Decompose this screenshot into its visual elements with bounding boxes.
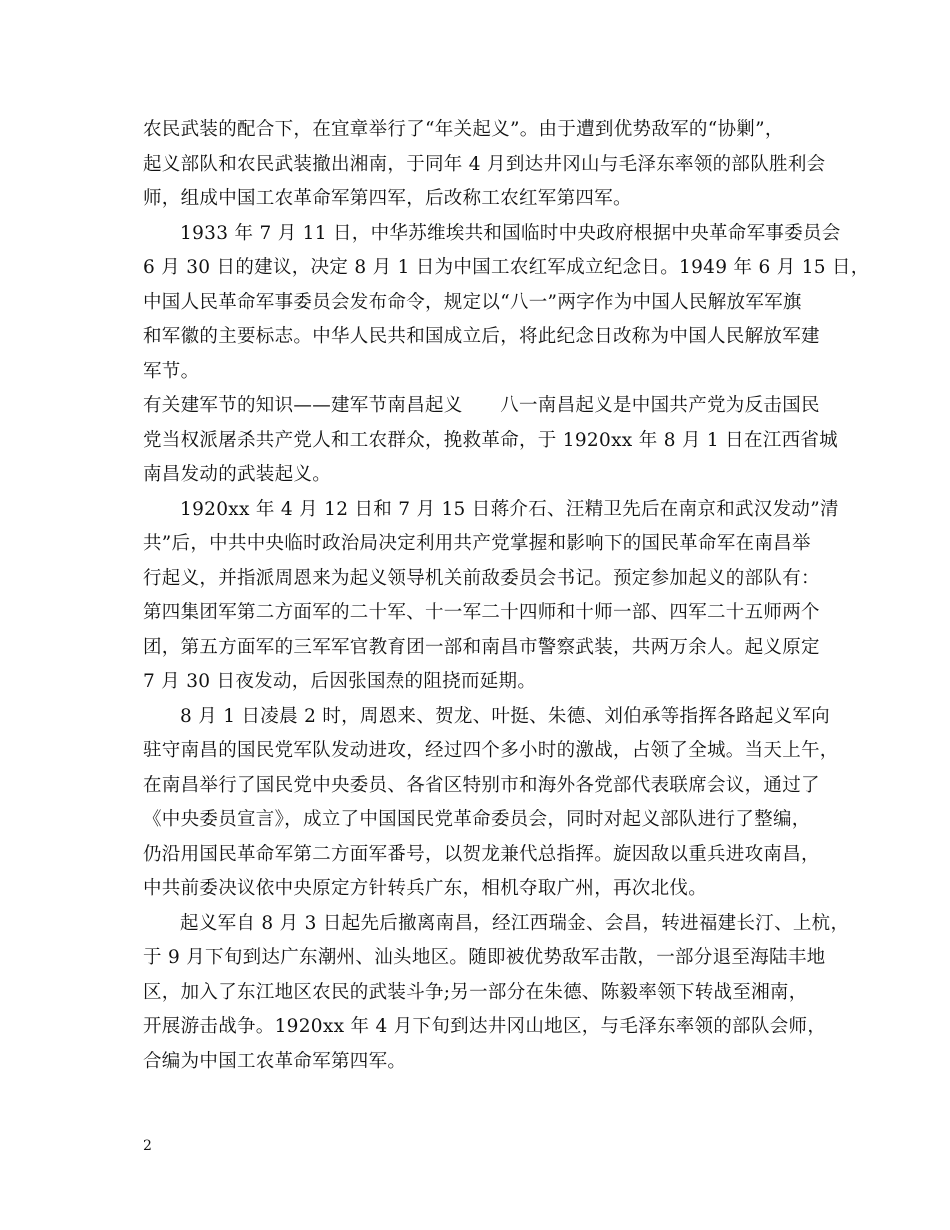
page-number: 2: [143, 1138, 152, 1154]
paragraph: [143, 389, 838, 493]
text-line: 中共前委决议依中央原定方针转兵广东，相机夺取广州，再次北伐。: [143, 878, 708, 899]
text-line: 仍沿用国民革命军第二方面军番号，以贺龙兼代总指挥。旋因敌以重兵进攻南昌，: [143, 843, 820, 865]
text-line: 农民武装的配合下，在宜章举行了“年关起义”。由于遭到优势敌军的“协剿”，: [143, 119, 784, 140]
text-line: 8 月 1 日凌晨 2 时，周恩来、贺龙、叶挺、朱德、刘伯承等指挥各路起义军向: [180, 705, 830, 727]
text-line: 《中央委员宣言》，成立了中国国民党革命委员会，同时对起义部队进行了整编，: [143, 809, 811, 830]
text-line: 在南昌举行了国民党中央委员、各省区特别市和海外各党部代表联席会议，通过了: [143, 774, 820, 796]
paragraph: [143, 217, 870, 390]
text-line: 和军徽的主要标志。中华人民共和国成立后，将此纪念日改称为中国人民解放军建: [143, 326, 820, 347]
text-line: 开展游击战争。1920xx 年 4 月下旬到达井冈山地区，与毛泽东率领的部队会师，: [143, 1016, 827, 1037]
text-line: 中国人民革命军事委员会发布命令，规定以“八一”两字作为中国人民解放军军旗: [143, 291, 802, 313]
text-line: 驻守南昌的国民党军队发动进攻，经过四个多小时的激战，占领了全城。当天上午，: [143, 740, 839, 761]
text-line: 团，第五方面军的三军军官教育团一部和南昌市警察武装，共两万余人。起义原定: [143, 636, 820, 658]
text-line: 合编为中国工农革命军第四军。: [143, 1050, 407, 1072]
paragraph: [143, 700, 839, 907]
paragraph: [143, 493, 839, 700]
text-line: 有关建军节的知识——建军节南昌起义 八一南昌起义是中国共产党为反击国民: [143, 395, 820, 416]
text-line: 于 9 月下旬到达广东潮州、汕头地区。随即被优势敌军击散，一部分退至海陆丰地: [143, 947, 826, 968]
paragraph: [143, 113, 826, 217]
text-line: 区，加入了东江地区农民的武装斗争;另一部分在朱德、陈毅率领下转战至湘南，: [143, 981, 808, 1003]
text-line: 1920xx 年 4 月 12 日和 7 月 15 日蒋介石、汪精卫先后在南京和武汉发动”清: [180, 498, 839, 520]
text-line: 1933 年 7 月 11 日，中华苏维埃共和国临时中央政府根据中央革命军事委员会: [180, 222, 841, 244]
text-line: 第四集团军第二方面军的二十军、十一军二十四师和十师一部、四军二十五师两个: [143, 602, 820, 623]
text-line: 起义部队和农民武装撤出湘南，于同年 4 月到达井冈山与毛泽东率领的部队胜利会: [143, 153, 826, 175]
text-line: 起义军自 8 月 3 日起先后撤离南昌，经江西瑞金、会昌，转进福建长汀、上杭，: [180, 912, 850, 934]
text-line: 共”后，中共中央临时政治局决定利用共产党掌握和影响下的国民革命军在南昌举: [143, 533, 811, 554]
text-line: 7 月 30 日夜发动，后因张国焘的阻挠而延期。: [143, 671, 537, 692]
text-line: 师，组成中国工农革命军第四军，后改称工农红军第四军。: [143, 188, 632, 209]
text-line: 行起义，并指派周恩来为起义领导机关前敌委员会书记。预定参加起义的部队有：: [143, 567, 820, 589]
text-line: 6 月 30 日的建议，决定 8 月 1 日为中国工农红军成立纪念日。1949 年 6 月 15 日，: [143, 257, 870, 278]
text-line: 南昌发动的武装起义。: [143, 464, 332, 485]
document-body: [143, 113, 870, 1079]
text-line: 党当权派屠杀共产党人和工农群众，挽救革命，于 1920xx 年 8 月 1 日在江西省城: [143, 429, 838, 451]
text-line: 军节。: [143, 360, 200, 382]
paragraph: [143, 907, 850, 1080]
